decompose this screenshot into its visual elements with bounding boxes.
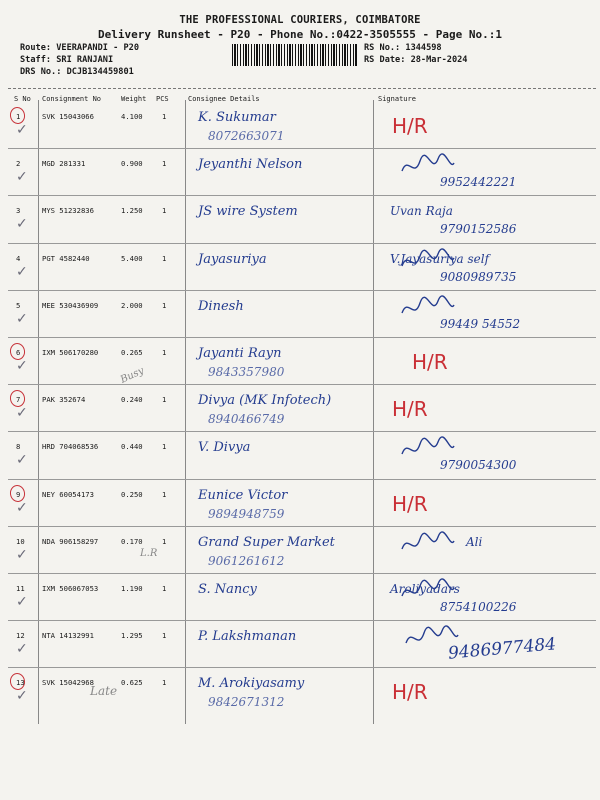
margin-note: Late: [90, 684, 118, 698]
sno: 8: [16, 442, 21, 452]
signature-scribble: [398, 531, 458, 557]
row-divider: [8, 148, 596, 149]
route-label: Route: VEERAPANDI - P20: [20, 43, 139, 53]
sno: 12: [16, 631, 25, 641]
rs-date: RS Date: 28-Mar-2024: [364, 55, 468, 65]
check-icon: ✓: [16, 452, 28, 469]
row-divider: [8, 195, 596, 196]
col-sno: S No: [14, 95, 31, 103]
weight: 0.250: [121, 489, 143, 499]
pcs: 1: [162, 584, 167, 593]
rs-number: RS No.: 1344598: [364, 43, 442, 53]
signature-phone: 9790054300: [440, 458, 517, 473]
sno: 2: [16, 159, 21, 169]
drs-number: DRS No.: DCJB134459801: [20, 67, 134, 77]
weight: 1.295: [121, 631, 143, 641]
consignee-name: Jayasuriya: [198, 251, 267, 267]
consignment-no: PAK 352674: [42, 395, 86, 405]
weight: 0.900: [121, 159, 143, 169]
barcode: [232, 44, 358, 66]
signature-phone: 9952442221: [440, 175, 517, 190]
signature-name: Uvan Raja: [390, 204, 453, 219]
pcs: 1: [162, 395, 167, 405]
signature-phone: 9790152586: [440, 222, 517, 237]
check-icon: ✓: [16, 499, 28, 516]
consignment-no: NDA 906158297: [42, 536, 99, 546]
signature-scribble: [398, 295, 458, 321]
signature-name: V.Jayasuriya self: [390, 251, 490, 266]
consignee-name: Jeyanthi Nelson: [198, 157, 303, 173]
consignment-no: PGT 4582440: [42, 253, 90, 263]
staff-label: Staff: SRI RANJANI: [20, 55, 114, 65]
consignment-no: MYS 51232836: [42, 206, 94, 216]
sno: 9: [16, 489, 21, 499]
consignee-phone: 9061261612: [208, 553, 285, 568]
consignee-name: Dinesh: [198, 298, 244, 314]
weight: 1.190: [121, 584, 143, 593]
signature-hr: H/R: [392, 680, 428, 705]
consignee-name: P. Lakshmanan: [198, 629, 297, 645]
check-icon: ✓: [16, 594, 28, 610]
signature-scribble: [398, 248, 458, 274]
consignment-no: HRD 704068536: [42, 442, 99, 452]
consignment-no: MEE 530436909: [42, 300, 99, 310]
row-divider: [8, 573, 596, 574]
consignee-name: V. Divya: [198, 440, 251, 456]
row-divider: [8, 526, 596, 527]
col-consignee: Consignee Details: [188, 95, 260, 103]
margin-note: Busy: [118, 365, 146, 386]
pcs: 1: [162, 489, 167, 499]
sno: 1: [16, 112, 21, 121]
margin-note: L.R: [140, 548, 158, 559]
check-icon: ✓: [16, 405, 28, 422]
check-icon: ✓: [16, 310, 28, 327]
pcs: 1: [162, 536, 167, 546]
consignment-no: NEY 60054173: [42, 489, 94, 499]
weight: 5.400: [121, 253, 143, 263]
sno: 11: [16, 584, 25, 593]
consignee-phone: 8072663071: [208, 129, 285, 143]
pcs: 1: [162, 631, 167, 641]
weight: 2.000: [121, 300, 143, 310]
sno: 3: [16, 206, 21, 216]
consignee-name: Divya (MK Infotech): [198, 393, 332, 409]
consignment-no: SVK 15042968: [42, 678, 94, 688]
row-divider: [8, 667, 596, 668]
consignee-phone: 9894948759: [208, 506, 285, 521]
pcs: 1: [162, 678, 167, 688]
column-rule: [38, 100, 39, 724]
runsheet-title: Delivery Runsheet - P20 - Phone No.:0422-3505555 - Page No.:1: [98, 28, 502, 41]
signature-hr: H/R: [392, 491, 428, 516]
signature-scribble: [398, 578, 458, 604]
consignee-phone: 9843357980: [208, 365, 285, 379]
signature-hr: H/R: [412, 350, 448, 374]
pcs: 1: [162, 206, 167, 216]
col-signature: Signature: [378, 95, 416, 103]
weight: 1.250: [121, 206, 143, 216]
check-icon: ✓: [16, 169, 28, 186]
row-divider: [8, 431, 596, 432]
sno: 4: [16, 253, 21, 263]
check-icon: ✓: [16, 263, 28, 280]
consignee-name: M. Arokiyasamy: [198, 676, 305, 692]
consignee-name: K. Sukumar: [198, 110, 276, 125]
weight: 0.170: [121, 536, 143, 546]
consignee-name: Jayanti Rayn: [198, 346, 282, 361]
weight: 4.100: [121, 112, 143, 121]
signature-scribble: [398, 153, 458, 179]
sno: 10: [16, 536, 25, 546]
check-icon: ✓: [16, 641, 28, 658]
check-icon: ✓: [16, 358, 28, 374]
signature-scribble: [398, 436, 458, 462]
signature-hr: H/R: [392, 397, 428, 422]
consignment-no: IXM 506067053: [42, 584, 99, 593]
column-rule: [373, 100, 374, 724]
consignment-no: SVK 15043066: [42, 112, 94, 121]
check-icon: ✓: [16, 546, 28, 563]
weight: 0.625: [121, 678, 143, 688]
consignment-no: IXM 506170280: [42, 348, 99, 357]
consignee-name: Grand Super Market: [198, 534, 335, 550]
signature-name: Aroliyadars: [390, 582, 460, 596]
col-weight: Weight: [121, 95, 147, 103]
signature-phone: 8754100226: [440, 600, 517, 614]
weight: 0.240: [121, 395, 143, 405]
row-divider: [8, 384, 596, 385]
row-divider: [8, 620, 596, 621]
check-icon: ✓: [16, 122, 28, 138]
check-icon: ✓: [16, 216, 28, 233]
pcs: 1: [162, 159, 167, 169]
signature-phone: 9080989735: [440, 269, 517, 284]
signature-phone: 99449 54552: [440, 316, 521, 331]
check-icon: ✓: [16, 688, 28, 705]
divider: [8, 88, 596, 89]
weight: 0.265: [121, 348, 143, 357]
weight: 0.440: [121, 442, 143, 452]
company-name: THE PROFESSIONAL COURIERS, COIMBATORE: [179, 14, 421, 26]
sno: 7: [16, 395, 21, 405]
column-rule: [185, 100, 186, 724]
consignee-name: JS wire System: [198, 204, 298, 220]
sno: 5: [16, 300, 21, 310]
signature-scribble: [402, 625, 462, 651]
pcs: 1: [162, 442, 167, 452]
sno: 6: [16, 348, 21, 357]
row-divider: [8, 243, 596, 244]
row-divider: [8, 290, 596, 291]
pcs: 1: [162, 300, 167, 310]
consignee-name: S. Nancy: [198, 582, 257, 597]
signature-hr: H/R: [392, 114, 428, 138]
signature-name: Ali: [466, 534, 483, 549]
consignment-no: MGD 281331: [42, 159, 86, 169]
consignee-name: Eunice Victor: [198, 487, 288, 503]
row-divider: [8, 479, 596, 480]
consignment-no: NTA 14132991: [42, 631, 94, 641]
pcs: 1: [162, 348, 167, 357]
pcs: 1: [162, 112, 167, 121]
consignee-phone: 9842671312: [208, 695, 285, 710]
pcs: 1: [162, 253, 167, 263]
col-consignment: Consignment No: [42, 95, 102, 103]
col-pcs: PCS: [156, 95, 169, 103]
row-divider: [8, 337, 596, 338]
sno: 13: [16, 678, 25, 688]
consignee-phone: 8940466749: [208, 412, 285, 427]
signature-phone: 9486977484: [447, 634, 557, 664]
